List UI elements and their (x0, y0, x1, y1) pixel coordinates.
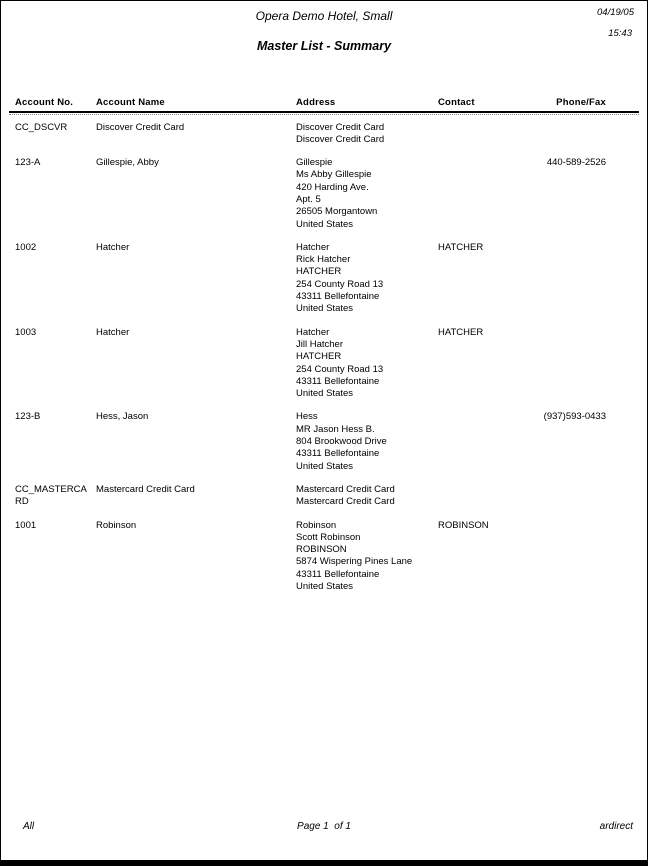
cell-address (296, 157, 438, 231)
cell-account-no: CC_DSCVR (15, 121, 68, 133)
address-line: Ms Abby Gillespie (296, 169, 372, 181)
footer-filter-scope: All (23, 821, 35, 832)
address-line: 43311 Bellefontaine (296, 568, 380, 580)
cell-address (296, 484, 438, 509)
address-line: Robinson (296, 519, 337, 531)
hotel-name: Opera Demo Hotel, Small (255, 9, 393, 23)
cell-account-name: Robinson (96, 519, 137, 531)
address-line: Scott Robinson (296, 531, 361, 543)
address-line: 26505 Morgantown (296, 206, 378, 218)
cell-contact: HATCHER (438, 326, 484, 338)
cell-address (296, 242, 438, 316)
cell-account-no: 123-A (15, 157, 41, 169)
address-line: Hatcher (296, 241, 330, 253)
cell-account-no: 1003 (15, 326, 37, 338)
address-line: 43311 Bellefontaine (296, 448, 380, 460)
cell-account-no: 123-B (15, 411, 41, 423)
cell-account-name: Hatcher (96, 326, 130, 338)
column-header-phone-fax: Phone/Fax (556, 97, 606, 108)
cell-address (296, 122, 438, 147)
report-title: Master List - Summary (256, 39, 392, 53)
report-time: 15:43 (608, 28, 632, 39)
cell-account-name: Hatcher (96, 241, 130, 253)
address-line: United States (296, 303, 354, 315)
table-row (9, 411, 639, 472)
cell-account-no: CC_MASTERCARD (15, 483, 87, 508)
cell-phone-fax: (937)593-0433 (543, 411, 606, 423)
table-row (9, 484, 639, 509)
address-line: Gillespie (296, 157, 333, 169)
address-line: Discover Credit Card (296, 121, 385, 133)
footer-report-id: ardirect (599, 821, 633, 832)
address-line: 420 Harding Ave. (296, 181, 369, 193)
report-date: 04/19/05 (597, 7, 634, 18)
address-line: United States (296, 218, 354, 230)
address-line: Jill Hatcher (296, 338, 343, 350)
address-line: 5874 Wispering Pines Lane (296, 556, 413, 568)
column-header-account-no: Account No. (15, 97, 74, 108)
address-line: Rick Hatcher (296, 254, 351, 266)
address-line: 43311 Bellefontaine (296, 375, 380, 387)
address-line: United States (296, 388, 354, 400)
cell-contact: ROBINSON (438, 519, 489, 531)
address-line: 804 Brookwood Drive (296, 436, 387, 448)
cell-address (296, 327, 438, 401)
column-header-account-name: Account Name (96, 97, 165, 108)
cell-account-name: Discover Credit Card (96, 121, 185, 133)
address-line: ROBINSON (296, 544, 347, 556)
address-line: 254 County Road 13 (296, 363, 384, 375)
address-line: MR Jason Hess B. (296, 423, 375, 435)
cell-account-name: Mastercard Credit Card (96, 483, 195, 495)
cell-address (296, 411, 438, 472)
address-line: HATCHER (296, 266, 342, 278)
address-line: Mastercard Credit Card (296, 483, 395, 495)
cell-contact: HATCHER (438, 241, 484, 253)
cell-account-name: Gillespie, Abby (96, 157, 159, 169)
cell-account-no: 1001 (15, 519, 37, 531)
table-header-row (9, 97, 639, 108)
address-line: Mastercard Credit Card (296, 496, 395, 508)
cell-account-no: 1002 (15, 241, 37, 253)
header-rule-solid (9, 111, 639, 113)
address-line: 254 County Road 13 (296, 278, 384, 290)
address-line: 43311 Bellefontaine (296, 291, 380, 303)
cell-phone-fax: 440-589-2526 (546, 157, 606, 169)
table-row (9, 327, 639, 401)
table-row (9, 122, 639, 147)
address-line: United States (296, 581, 354, 592)
cell-account-name: Hess, Jason (96, 411, 149, 423)
table-row (9, 157, 639, 231)
header-rule-dotted (9, 114, 639, 115)
footer-page-number: Page 1 of 1 (297, 821, 351, 832)
table-row (9, 520, 639, 594)
address-line: Discover Credit Card (296, 133, 385, 145)
address-line: Hatcher (296, 326, 330, 338)
table-row (9, 242, 639, 316)
table-body (9, 122, 639, 594)
cell-address (296, 520, 438, 594)
address-line: Hess (296, 411, 318, 423)
accounts-table (9, 97, 639, 604)
page-footer (9, 821, 639, 835)
column-header-address: Address (296, 97, 336, 108)
address-line: Apt. 5 (296, 193, 321, 205)
address-line: United States (296, 460, 354, 472)
column-header-contact: Contact (438, 97, 475, 108)
address-line: HATCHER (296, 351, 342, 363)
page-bottom-edge (1, 860, 647, 865)
